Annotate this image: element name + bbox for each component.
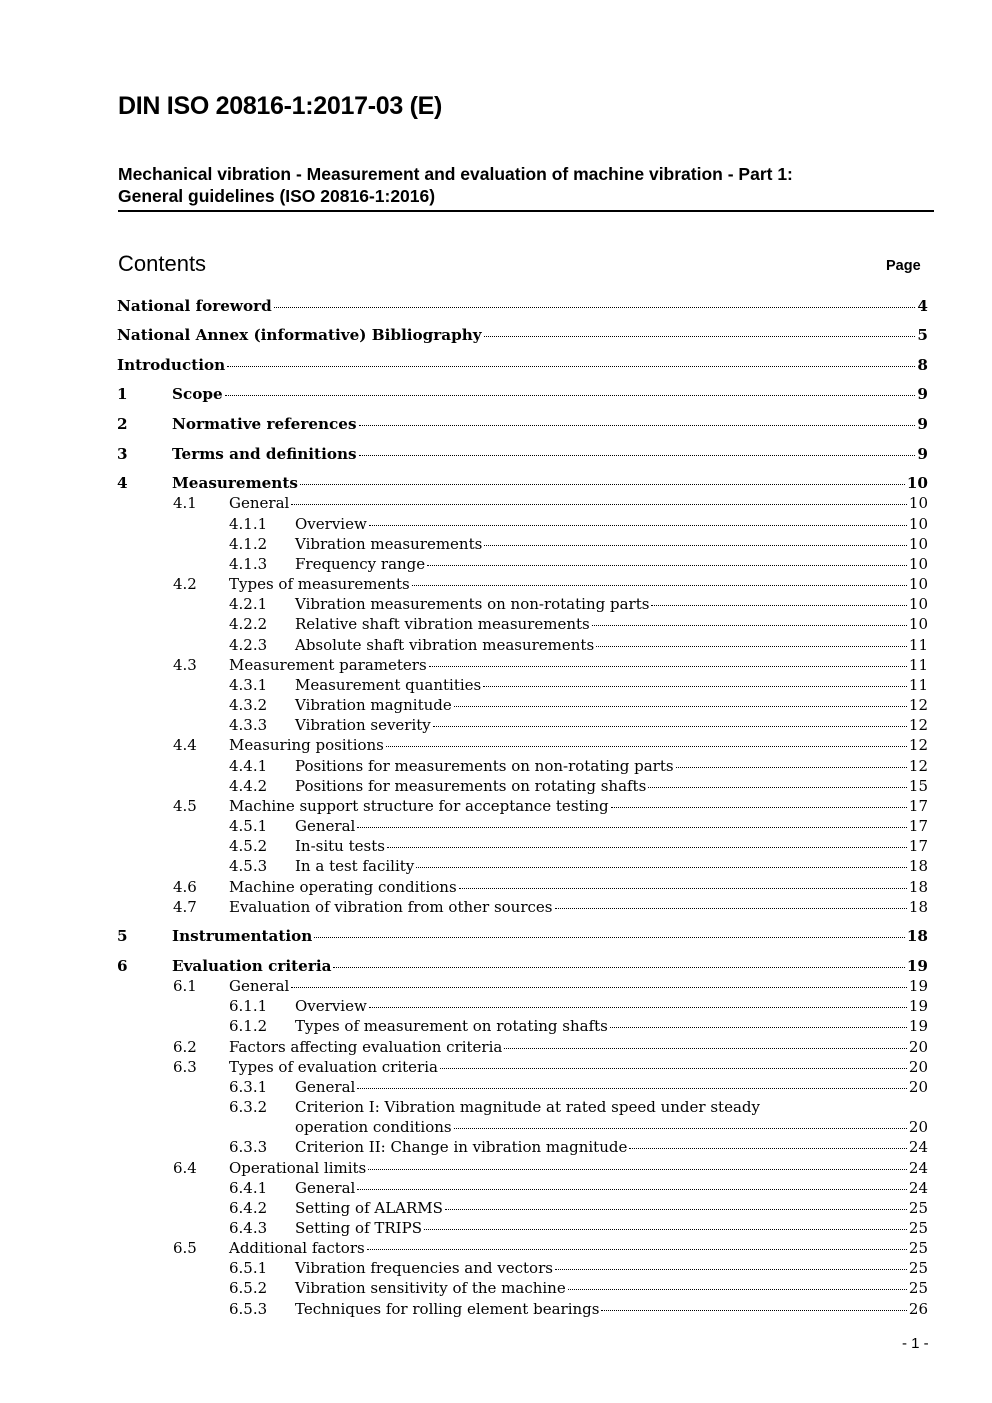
toc-entry[interactable] [117,535,928,555]
toc-entry-page: 8 [917,356,928,374]
toc-dot-leader [601,1310,906,1311]
toc-entry-title: Vibration measurements on non-rotating parts [295,595,650,613]
toc-entry-title: Types of measurements [229,575,410,593]
toc-entry-number: 6.1 [173,977,197,995]
toc-entry[interactable] [117,837,928,857]
toc-entry-continuation[interactable] [295,1118,928,1138]
toc-dot-leader [225,395,916,396]
toc-entry[interactable] [117,636,928,656]
toc-entry-number: 2 [117,415,128,433]
toc-entry-title: Instrumentation [172,927,313,945]
toc-entry[interactable] [117,997,928,1017]
toc-dot-leader [483,686,907,687]
toc-dot-leader [555,908,907,909]
toc-entry-title: Overview [295,515,367,533]
toc-entry-number: 4.5.3 [229,857,268,875]
toc-entry-number: 6.4 [173,1159,197,1177]
toc-entry[interactable] [117,515,928,535]
toc-entry-number: 6.5.3 [229,1300,268,1318]
toc-entry-page: 10 [908,615,928,633]
toc-entry-number: 4.2 [173,575,197,593]
toc-entry-page: 25 [908,1199,928,1217]
toc-dot-leader [367,1249,907,1250]
toc-entry-page: 12 [908,696,928,714]
toc-entry-title: In-situ tests [295,837,385,855]
toc-entry-title: Factors affecting evaluation criteria [229,1038,503,1056]
toc-dot-leader [459,888,907,889]
toc-entry-number: 6.5.2 [229,1279,268,1297]
toc-dot-leader [274,307,916,308]
toc-entry-number: 4.2.1 [229,595,268,613]
toc-entry-page: 10 [908,515,928,533]
toc-entry-title: Vibration measurements [295,535,483,553]
toc-entry[interactable] [117,1038,928,1058]
toc-entry[interactable] [117,1300,928,1320]
toc-entry-page: 5 [917,326,928,344]
page-number: - 1 - [902,1335,929,1352]
toc-entry-title: Vibration magnitude [295,696,452,714]
toc-entry-page: 25 [908,1219,928,1237]
toc-entry-number: 4.6 [173,878,197,896]
toc-entry-page: 12 [908,736,928,754]
toc-entry-title: Types of evaluation criteria [229,1058,438,1076]
toc-dot-leader [484,545,907,546]
toc-entry-page: 10 [908,555,928,573]
toc-entry[interactable] [117,615,928,635]
toc-entry-number: 4.4 [173,736,197,754]
toc-entry-number: 6.3.3 [229,1138,268,1156]
toc-entry-page: 20 [908,1058,928,1076]
toc-dot-leader [484,336,916,337]
toc-dot-leader [369,1007,907,1008]
toc-entry[interactable] [117,1078,928,1098]
subtitle-line-2: General guidelines (ISO 20816-1:2016) [118,186,436,206]
toc-dot-leader [333,967,904,968]
toc-entry[interactable] [117,656,928,676]
toc-entry-page: 18 [906,927,928,945]
toc-entry-title: General [229,494,290,512]
toc-entry-title: Measurements [172,474,298,492]
toc-entry-title: General [295,1179,356,1197]
toc-entry[interactable] [117,1259,928,1279]
toc-entry-page: 18 [908,878,928,896]
toc-entry-number: 4.4.1 [229,757,268,775]
toc-entry-title: Relative shaft vibration measurements [295,615,590,633]
toc-entry[interactable] [117,385,928,405]
toc-entry-number: 6.1.2 [229,1017,268,1035]
toc-entry-page: 9 [917,415,928,433]
contents-heading: Contents [118,251,207,276]
toc-entry-number: 6.5.1 [229,1259,268,1277]
toc-entry[interactable] [117,757,928,777]
toc-entry[interactable] [117,857,928,877]
toc-entry-title: Introduction [117,356,226,374]
toc-dot-leader [629,1148,907,1149]
toc-entry-number: 6 [117,957,128,975]
toc-entry-number: 6.3.1 [229,1078,268,1096]
toc-entry-title: Evaluation criteria [172,957,332,975]
toc-entry-page: 25 [908,1239,928,1257]
toc-entry[interactable] [117,1138,928,1158]
toc-entry[interactable] [117,356,928,376]
toc-entry-number: 4.1.3 [229,555,268,573]
toc-entry-page: 9 [917,445,928,463]
toc-entry[interactable] [117,326,928,346]
toc-entry-title: General [295,1078,356,1096]
toc-entry[interactable] [117,1279,928,1299]
toc-entry-title: Measuring positions [229,736,384,754]
toc-entry-title: Setting of ALARMS [295,1199,443,1217]
toc-entry-number: 4.3 [173,656,197,674]
toc-entry-page: 10 [908,595,928,613]
toc-entry-title: Overview [295,997,367,1015]
toc-entry-page: 19 [908,997,928,1015]
toc-entry-page: 19 [908,977,928,995]
toc-dot-leader [359,425,916,426]
toc-entry-title: Frequency range [295,555,426,573]
toc-entry-number: 4.2.2 [229,615,268,633]
toc-entry[interactable] [117,575,928,595]
toc-entry-page: 20 [908,1118,928,1136]
toc-dot-leader [454,706,907,707]
toc-entry-title: National Annex (informative) Bibliography [117,326,482,344]
toc-entry-page: 17 [908,817,928,835]
toc-entry-title: Setting of TRIPS [295,1219,422,1237]
toc-dot-leader [610,1027,907,1028]
toc-entry-number: 4.2.3 [229,636,268,654]
toc-dot-leader [445,1209,907,1210]
toc-entry-number: 4.3.1 [229,676,268,694]
toc-entry-title: Measurement quantities [295,676,482,694]
toc-dot-leader [427,565,907,566]
toc-entry-page: 19 [908,1017,928,1035]
toc-entry-number: 4.3.3 [229,716,268,734]
toc-entry-title: Terms and definitions [172,445,357,463]
toc-entry-page: 10 [908,494,928,512]
toc-entry-number: 4.3.2 [229,696,268,714]
toc-entry[interactable] [117,696,928,716]
toc-entry[interactable] [117,555,928,575]
toc-dot-leader [357,827,907,828]
toc-entry[interactable] [117,977,928,997]
toc-dot-leader [227,366,915,367]
toc-entry-title: General [229,977,290,995]
toc-entry-title-continued: operation conditions [295,1118,452,1136]
toc-entry-number: 6.3 [173,1058,197,1076]
toc-dot-leader [387,847,907,848]
toc-entry-title: Criterion I: Vibration magnitude at rated speed under steady [295,1098,760,1116]
toc-entry-page: 24 [908,1179,928,1197]
toc-dot-leader [357,1088,907,1089]
toc-entry-page: 20 [908,1038,928,1056]
toc-entry-title: Measurement parameters [229,656,427,674]
toc-dot-leader [596,646,907,647]
toc-entry-title: Criterion II: Change in vibration magnitude [295,1138,628,1156]
toc-entry[interactable] [117,716,928,736]
toc-entry-page: 4 [917,297,928,315]
toc-entry[interactable] [117,957,928,977]
toc-entry-title: Machine operating conditions [229,878,457,896]
toc-entry-page: 17 [908,837,928,855]
toc-entry[interactable] [117,297,928,317]
toc-entry-title: Operational limits [229,1159,367,1177]
toc-entry-page: 10 [908,535,928,553]
toc-entry-page: 18 [908,898,928,916]
toc-entry[interactable] [117,817,928,837]
toc-entry-page: 26 [908,1300,928,1318]
toc-dot-leader [504,1048,907,1049]
toc-entry-page: 12 [908,757,928,775]
toc-entry[interactable] [117,898,928,918]
toc-entry[interactable] [117,1219,928,1239]
toc-dot-leader [592,625,907,626]
toc-dot-leader [429,666,907,667]
subtitle-line-1: Mechanical vibration - Measurement and evaluation of machine vibration - Part 1: [118,164,793,184]
toc-dot-leader [300,484,905,485]
toc-dot-leader [369,525,907,526]
toc-entry-number: 6.3.2 [229,1098,268,1116]
toc-entry-page: 11 [908,656,928,674]
toc-entry[interactable] [117,1199,928,1219]
toc-dot-leader [568,1289,907,1290]
toc-entry-title: Absolute shaft vibration measurements [295,636,595,654]
toc-entry[interactable] [117,1058,928,1078]
toc-entry-number: 4.1.1 [229,515,268,533]
toc-entry-page: 11 [908,676,928,694]
toc-entry[interactable] [117,1239,928,1259]
toc-entry-title: Vibration severity [295,716,431,734]
toc-entry-number: 6.5 [173,1239,197,1257]
toc-entry-number: 4.1.2 [229,535,268,553]
toc-entry-number: 4.1 [173,494,197,512]
toc-entry-page: 24 [908,1159,928,1177]
toc-entry[interactable] [117,797,928,817]
page-column-label: Page [886,258,921,274]
toc-dot-leader [416,867,907,868]
toc-entry-number: 1 [117,385,128,403]
toc-entry-title: Positions for measurements on rotating shafts [295,777,647,795]
toc-entry-number: 4.7 [173,898,197,916]
toc-entry[interactable] [117,878,928,898]
toc-entry-page: 10 [906,474,928,492]
toc-entry-page: 24 [908,1138,928,1156]
toc-entry-number: 3 [117,445,128,463]
toc-entry[interactable] [117,1179,928,1199]
toc-entry-title: Vibration frequencies and vectors [295,1259,553,1277]
toc-entry-number: 4 [117,474,128,492]
toc-entry-page: 19 [906,957,928,975]
toc-entry-page: 9 [917,385,928,403]
toc-entry-title: National foreword [117,297,272,315]
document-title: DIN ISO 20816-1:2017-03 (E) [118,92,443,120]
toc-entry-title: Additional factors [229,1239,365,1257]
toc-entry-title: General [295,817,356,835]
toc-entry[interactable] [117,927,928,947]
toc-entry-number: 4.5.2 [229,837,268,855]
toc-entry-page: 15 [908,777,928,795]
toc-entry-page: 11 [908,636,928,654]
toc-entry[interactable] [117,1017,928,1037]
toc-dot-leader [440,1068,907,1069]
toc-dot-leader [555,1269,907,1270]
toc-entry-title: Techniques for rolling element bearings [295,1300,600,1318]
toc-entry-title: Scope [172,385,223,403]
toc-dot-leader [454,1128,907,1129]
toc-entry-number: 5 [117,927,128,945]
toc-entry[interactable] [117,1098,928,1118]
toc-entry-title: Machine support structure for acceptance testing [229,797,609,815]
toc-dot-leader [291,504,907,505]
toc-entry[interactable] [117,415,928,435]
toc-entry-title: In a test facility [295,857,415,875]
toc-entry-title: Positions for measurements on non-rotating parts [295,757,674,775]
toc-dot-leader [291,987,907,988]
toc-entry-title: Vibration sensitivity of the machine [295,1279,566,1297]
toc-entry-page: 18 [908,857,928,875]
toc-dot-leader [314,937,905,938]
toc-dot-leader [368,1169,907,1170]
toc-entry-number: 4.5.1 [229,817,268,835]
toc-entry-number: 6.4.2 [229,1199,268,1217]
toc-entry[interactable] [117,494,928,514]
toc-entry-page: 20 [908,1078,928,1096]
toc-entry-title: Types of measurement on rotating shafts [295,1017,608,1035]
toc-entry-page: 10 [908,575,928,593]
toc-entry-title: Evaluation of vibration from other sources [229,898,553,916]
toc-entry[interactable] [117,474,928,494]
toc-entry[interactable] [117,1159,928,1179]
toc-entry[interactable] [117,595,928,615]
toc-entry-number: 4.5 [173,797,197,815]
toc-dot-leader [433,726,907,727]
toc-entry-page: 25 [908,1259,928,1277]
toc-entry-number: 6.4.1 [229,1179,268,1197]
toc-dot-leader [648,787,907,788]
toc-dot-leader [357,1189,907,1190]
toc-entry-number: 6.1.1 [229,997,268,1015]
toc-entry-number: 6.4.3 [229,1219,268,1237]
toc-entry-title: Normative references [172,415,357,433]
toc-dot-leader [412,585,907,586]
toc-dot-leader [611,807,907,808]
toc-entry-page: 17 [908,797,928,815]
toc-dot-leader [424,1229,907,1230]
toc-entry-page: 12 [908,716,928,734]
toc-dot-leader [359,455,916,456]
toc-dot-leader [651,605,906,606]
toc-dot-leader [676,767,907,768]
toc-entry-page: 25 [908,1279,928,1297]
toc-entry[interactable] [117,445,928,465]
toc-entry-number: 6.2 [173,1038,197,1056]
toc-entry-number: 4.4.2 [229,777,268,795]
toc-entry[interactable] [117,777,928,797]
toc-entry[interactable] [117,676,928,696]
toc-dot-leader [386,746,907,747]
toc-entry[interactable] [117,736,928,756]
